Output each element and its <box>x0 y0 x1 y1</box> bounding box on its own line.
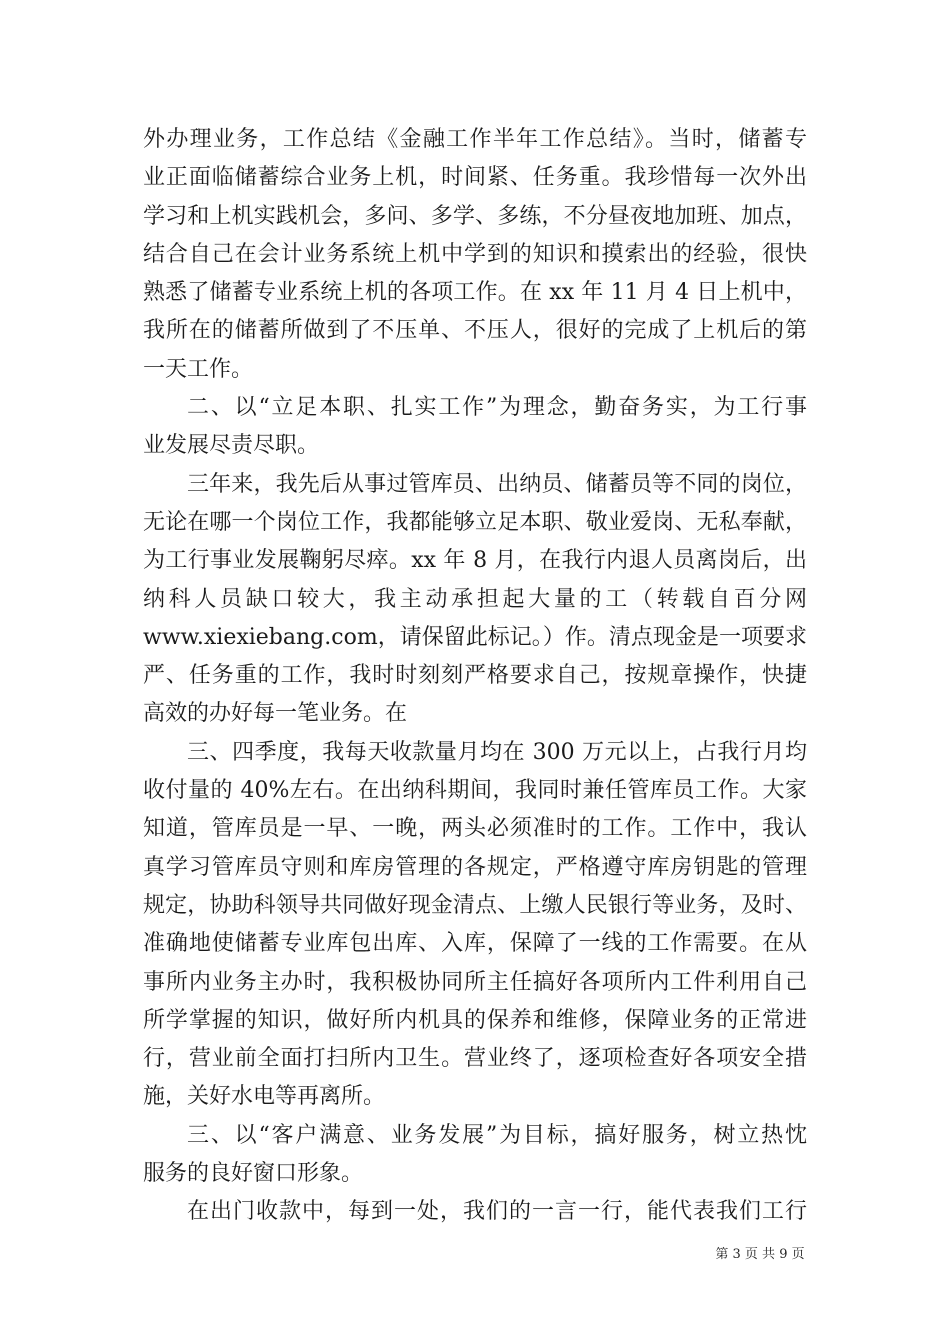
page-number: 第 3 页 共 9 页 <box>715 1247 805 1262</box>
text-line: 严、任务重的工作，我时时刻刻严格要求自己，按规章操作，快捷 <box>143 663 807 689</box>
text-line: 一天工作。 <box>143 356 254 382</box>
text-line: 无论在哪一个岗位工作，我都能够立足本职、敬业爱岗、无私奉献， <box>143 509 807 535</box>
text-line: 三、四季度，我每天收款量月均在 300 万元以上，占我行月均 <box>187 739 807 765</box>
text-line: 结合自己在会计业务系统上机中学到的知识和摸索出的经验，很快 <box>143 241 807 267</box>
text-line: 在出门收款中，每到一处，我们的一言一行，能代表我们工行 <box>187 1199 807 1225</box>
section-heading-line: 业发展尽责尽职。 <box>143 433 320 459</box>
text-line: 学习和上机实践机会，多问、多学、多练，不分昼夜地加班、加点， <box>143 203 807 229</box>
section-heading-line: 二、以“立足本职、扎实工作”为理念，勤奋务实，为工行事 <box>187 395 807 421</box>
text-line: 施，关好水电等再离所。 <box>143 1084 386 1110</box>
document-body <box>143 121 807 1232</box>
text-line: www.xiexiebang.com，请保留此标记。）作。清点现金是一项要求 <box>143 624 807 650</box>
text-line: 纳科人员缺口较大，我主动承担起大量的工（转载自百分网 <box>143 586 807 612</box>
text-line: 所学掌握的知识，做好所内机具的保养和维修，保障业务的正常进 <box>143 1007 807 1033</box>
text-line: 业正面临储蓄综合业务上机，时间紧、任务重。我珍惜每一次外出 <box>143 165 807 191</box>
text-line: 事所内业务主办时，我积极协同所主任搞好各项所内工件利用自己 <box>143 969 807 995</box>
section-heading-line: 服务的良好窗口形象。 <box>143 1161 364 1187</box>
text-line: 外办理业务，工作总结《金融工作半年工作总结》。当时，储蓄专 <box>143 127 807 152</box>
text-line: 我所在的储蓄所做到了不压单、不压人，很好的完成了上机后的第 <box>143 318 807 344</box>
text-line: 知道，管库员是一早、一晚，两头必须准时的工作。工作中，我认 <box>143 816 807 842</box>
text-line: 行，营业前全面打扫所内卫生。营业终了，逐项检查好各项安全措 <box>143 1046 807 1072</box>
text-line: 三年来，我先后从事过管库员、出纳员、储蓄员等不同的岗位， <box>187 471 807 497</box>
section-heading-line: 三、以“客户满意、业务发展”为目标，搞好服务，树立热忱 <box>187 1122 807 1148</box>
text-line: 规定，协助科领导共同做好现金清点、上缴人民银行等业务，及时、 <box>143 892 807 918</box>
text-line: 准确地使储蓄专业库包出库、入库，保障了一线的工作需要。在从 <box>143 931 807 957</box>
text-line: 真学习管库员守则和库房管理的各规定，严格遵守库房钥匙的管理 <box>143 854 807 880</box>
text-line: 高效的办好每一笔业务。在 <box>143 701 408 727</box>
text-line: 收付量的 40%左右。在出纳科期间，我同时兼任管库员工作。大家 <box>143 778 807 804</box>
text-line: 为工行事业发展鞠躬尽瘁。xx 年 8 月，在我行内退人员离岗后，出 <box>143 548 807 574</box>
text-line: 熟悉了储蓄专业系统上机的各项工作。在 xx 年 11 月 4 日上机中， <box>143 280 807 306</box>
